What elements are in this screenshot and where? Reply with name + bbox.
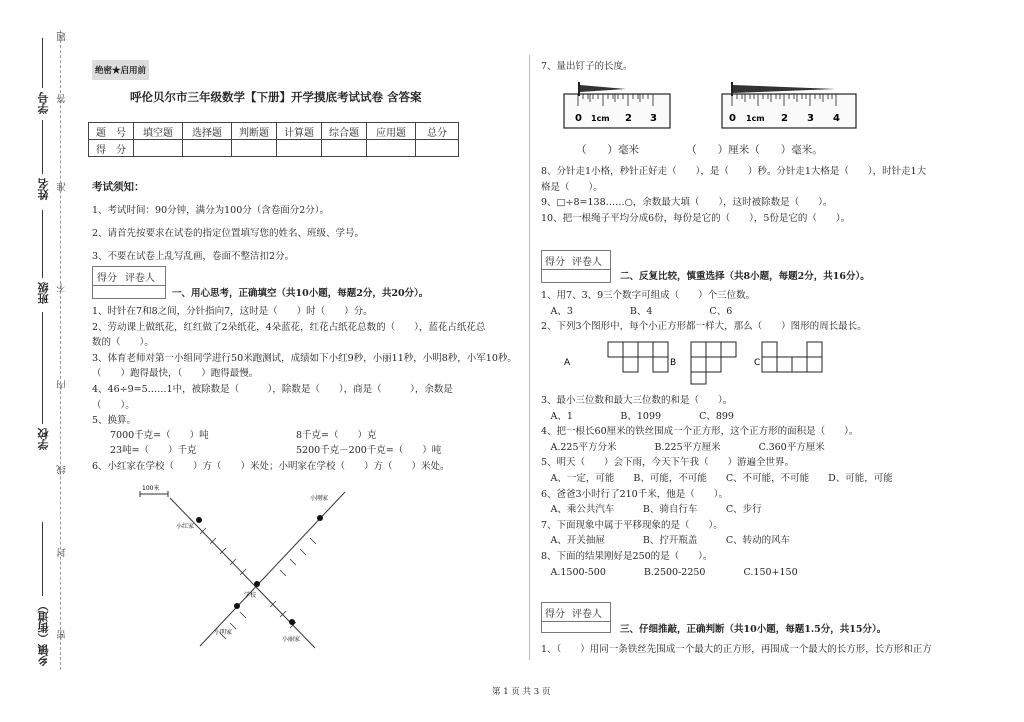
nail-1-head xyxy=(578,82,580,96)
student-id-line xyxy=(42,38,43,88)
question-line: A.1500-500 B.2500-2250 C.150+150 xyxy=(541,566,798,578)
question-line: A、3 B、4 C、6 xyxy=(541,305,733,317)
question-line: （ ）跑得最快，（ ）跑得最慢。 xyxy=(92,368,259,380)
xiaogang-home-marker xyxy=(317,515,323,521)
ruler-1 xyxy=(560,80,672,132)
ruler-2-tick-label: 1cm xyxy=(746,114,765,123)
table-cell: 填空题 xyxy=(134,123,183,140)
page-title: 呼伦贝尔市三年级数学【下册】开学摸底考试试卷 含答案 xyxy=(130,90,422,104)
grader-entry[interactable] xyxy=(541,268,611,283)
score-input-cell[interactable] xyxy=(416,140,459,157)
conversion-1: 7000千克=（ ）吨 xyxy=(110,430,209,441)
school-line xyxy=(42,312,43,424)
binding-zhun: 准 xyxy=(57,182,68,192)
question-line: 3、最小三位数和最大三位数的和是（ ）。 xyxy=(541,395,733,406)
question-line: 9、□÷8=138……○，余数最大填（ ），这时被除数是（ ）。 xyxy=(541,197,833,208)
question-line: A、1 B、1099 C、899 xyxy=(541,410,734,422)
conversion-2: 8千克=（ ）克 xyxy=(296,430,377,441)
question-6: 6、小红家在学校（ ）方（ ）米处；小明家在学校（ ）方（ ）米处。 xyxy=(92,461,450,472)
section2-questions xyxy=(541,288,867,335)
ruler-2-tick-label: 0 xyxy=(729,113,736,124)
ruler-2-tick-label: 4 xyxy=(833,113,840,124)
score-table xyxy=(88,122,459,157)
grader-score-label: 得分 xyxy=(545,609,565,620)
grader-score-label: 得分 xyxy=(97,273,117,284)
map-scale-label: 100米 xyxy=(142,485,160,492)
grader-reviewer-label: 评卷人 xyxy=(125,273,155,284)
section1-questions xyxy=(92,304,517,429)
name-line xyxy=(42,120,43,174)
map-label-school: 学校 xyxy=(244,592,257,599)
notes-item: 3、不要在试卷上乱写乱画，卷面不整洁扣2分。 xyxy=(92,251,295,262)
conversion-4: 5200千克－200千克=（ ）吨 xyxy=(296,445,442,456)
nail-1-shaft xyxy=(580,85,626,92)
table-cell: 选择题 xyxy=(183,123,232,140)
question-line: 1、时针在7和8之间，分针指向7，这时是（ ）时（ ）分。 xyxy=(92,306,373,317)
ruler-2 xyxy=(718,80,860,132)
binding-nei: 内 xyxy=(57,380,68,390)
question-line: A、乘公共汽车 B、骑自行车 C、步行 xyxy=(541,504,762,516)
table-cell: 综合题 xyxy=(322,123,367,140)
grader-reviewer-label: 评卷人 xyxy=(572,609,602,620)
grader-reviewer-label: 评卷人 xyxy=(572,257,602,268)
school-map-diagram xyxy=(130,478,370,650)
score-table-header-row xyxy=(89,123,459,140)
question-line: 6、爸爸3小时行了210千米，他是（ ）。 xyxy=(541,488,728,500)
student-id-label: 学号 xyxy=(37,92,50,114)
question-line: 10、把一根绳子平均分成6份，每份是它的（ ），5份是它的（ ）。 xyxy=(541,212,851,224)
notes-heading: 考试须知： xyxy=(92,181,145,193)
shape-a xyxy=(608,342,668,372)
ruler-1-tick-label: 2 xyxy=(625,113,632,124)
road-ne-sw xyxy=(200,492,345,646)
binding-feng: 封 xyxy=(57,548,68,558)
shape-label-c: C xyxy=(754,358,761,368)
name-label: 姓名 xyxy=(37,178,50,200)
question-line: 1、用7、3、9三个数字可组成（ ）个三位数。 xyxy=(541,290,756,301)
section2-title: 二、反复比较，慎重选择（共8小题，每题2分，共16分）。 xyxy=(620,271,870,282)
section3-title: 三、仔细推敲，正确判断（共10小题，每题1.5分，共15分）。 xyxy=(620,624,887,635)
shape-label-b: B xyxy=(670,358,677,368)
score-input-cell[interactable] xyxy=(183,140,232,157)
table-cell: 判断题 xyxy=(232,123,277,140)
score-input-cell[interactable] xyxy=(232,140,277,157)
grader-box xyxy=(541,250,611,270)
question-7-answers: （ ）毫米 （ ）厘米（ ）毫米。 xyxy=(576,144,823,156)
question-line: （ ）。 xyxy=(92,399,135,411)
xiaohong-home-marker xyxy=(196,517,202,523)
question-line: A、开关抽屉 B、拧开瓶盖 C、转动的风车 xyxy=(541,535,791,547)
score-input-cell[interactable] xyxy=(322,140,367,157)
grader-score-label: 得分 xyxy=(545,257,565,268)
question-line: 8、下面的结果刚好是250的是（ ）。 xyxy=(541,550,713,562)
score-table-score-row xyxy=(89,140,459,157)
nail-2-shaft xyxy=(733,85,836,93)
notes-item: 1、考试时间：90分钟，满分为100分（含卷面分2分）。 xyxy=(92,205,330,216)
table-cell: 总分 xyxy=(416,123,459,140)
score-input-cell[interactable] xyxy=(277,140,322,157)
question-line: A.225平方分米 B.225平方厘米 C.360平方厘米 xyxy=(541,441,825,453)
table-cell: 计算题 xyxy=(277,123,322,140)
township-label: 乡镇（街道） xyxy=(37,600,50,666)
township-line xyxy=(42,522,43,596)
question-line: 数的（ ）。 xyxy=(92,337,154,349)
question-line: 5、换算。 xyxy=(92,415,137,427)
question-7: 7、量出钉子的长度。 xyxy=(541,61,633,72)
question-line: 3、体育老师对第一小组同学进行50米跑测试，成绩如下小红9秒，小丽11秒，小明8秒，小军10秒。 xyxy=(92,352,517,364)
question-line: 2、劳动课上做纸花，红红做了2朵纸花，4朵蓝花，红花占纸花总数的（ ），蓝花占纸花总 xyxy=(92,321,486,333)
binding-dash-line xyxy=(60,30,61,670)
column-divider xyxy=(529,55,530,660)
ruler-2-tick-label: 2 xyxy=(781,113,788,124)
question-line: 格是（ ）。 xyxy=(541,181,603,193)
notes-item: 2、请首先按要求在试卷的指定位置填写您的姓名、班级、学号。 xyxy=(92,228,365,239)
right-questions xyxy=(541,164,926,226)
shape-b xyxy=(691,342,736,384)
question-line: 4、46÷9=5……1中，被除数是（ ），除数是（ ），商是（ ），余数是 xyxy=(92,383,453,395)
grader-box xyxy=(541,602,611,622)
section2-questions-continued xyxy=(541,393,893,580)
map-label-xiaogang: 小刚家 xyxy=(310,495,329,502)
nail-2-head xyxy=(731,82,733,96)
score-input-cell[interactable] xyxy=(134,140,183,157)
ruler-1-tick-label: 1cm xyxy=(591,114,610,123)
map-label-xiaoming: 小明家 xyxy=(214,629,233,636)
binding-ti: 题 xyxy=(57,32,68,42)
score-input-cell[interactable] xyxy=(367,140,416,157)
section3-question-1: 1、（ ）用同一条铁丝先围成一个最大的正方形，再围成一个最大的长方形，长方形和正方 xyxy=(541,644,932,655)
table-cell: 题 号 xyxy=(89,123,134,140)
shape-label-a: A xyxy=(564,358,571,368)
map-label-xiaoli: 小丽家 xyxy=(282,636,301,643)
class-label: 班级 xyxy=(37,282,50,304)
question-line: 7、下面现象中属于平移现象的是（ ）。 xyxy=(541,519,723,531)
grader-box xyxy=(92,266,166,286)
xiaoli-home-marker xyxy=(289,619,295,625)
question-line: 5、明天（ ）会下雨，今天下午我（ ）游遍全世界。 xyxy=(541,457,795,469)
shape-c xyxy=(762,342,822,372)
table-cell: 得 分 xyxy=(89,140,134,157)
question-line: 4、把一根长60厘米的铁丝围成一个正方形，这个正方形的面积是（ ）。 xyxy=(541,426,859,438)
ruler-1-tick-label: 3 xyxy=(650,113,657,124)
binding-da: 答 xyxy=(57,94,68,104)
xiaoming-home-marker xyxy=(234,603,240,609)
binding-mi: 密 xyxy=(57,630,68,640)
binding-xian: 线 xyxy=(57,465,68,475)
page-footer: 第 1 页 共 3 页 xyxy=(492,687,551,697)
school-label: 学校 xyxy=(37,428,50,450)
section1-title: 一、用心思考，正确填空（共10小题，每题2分，共20分）。 xyxy=(172,288,429,299)
conversion-3: 23吨=（ ）千克 xyxy=(110,445,197,456)
class-line xyxy=(42,210,43,278)
binding-bu: 不 xyxy=(57,283,68,293)
table-cell: 应用题 xyxy=(367,123,416,140)
map-label-xiaohong: 小红家 xyxy=(176,523,195,530)
ruler-2-tick-label: 3 xyxy=(807,113,814,124)
confidential-stamp: 绝密★启用前 xyxy=(92,60,149,80)
ruler-1-tick-label: 0 xyxy=(575,113,582,124)
question-line: 2、下列3个图形中，每个小正方形都一样大，那么（ ）图形的周长最长。 xyxy=(541,321,867,332)
question-line: A、一定，可能 B、可能，不可能 C、不可能，不可能 D、可能，可能 xyxy=(541,472,893,484)
grader-entry[interactable] xyxy=(92,284,166,299)
square-shapes-figure xyxy=(560,338,840,386)
grader-entry[interactable] xyxy=(541,620,611,633)
school-marker xyxy=(254,581,260,587)
question-line: 8、分针走1小格，秒针正好走（ ），是（ ）秒。分针走1大格是（ ），时针走1大 xyxy=(541,166,927,177)
